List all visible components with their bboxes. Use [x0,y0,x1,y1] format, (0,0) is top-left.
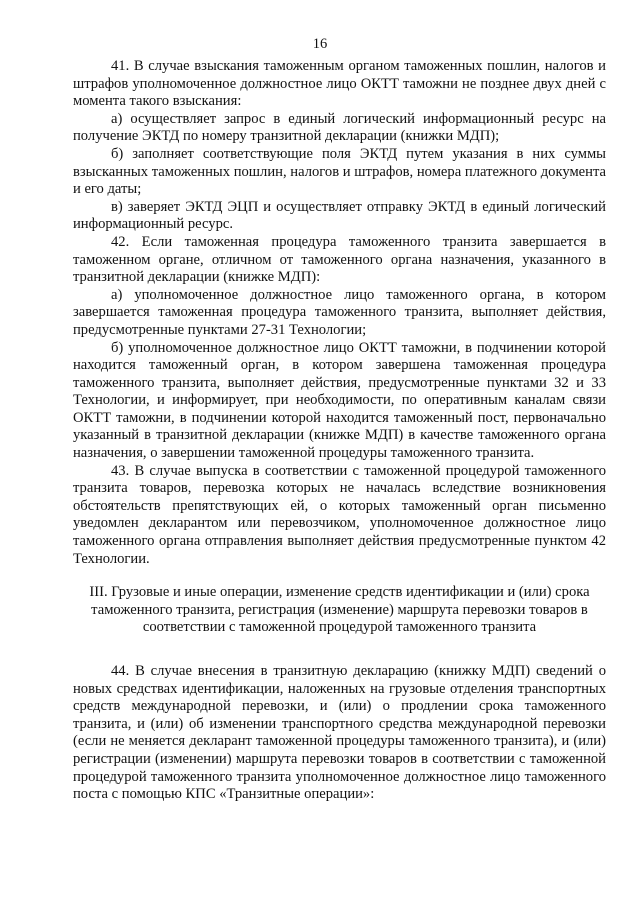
paragraph-42: 42. Если таможенная процедура таможенного транзита завершается в таможенном органе, отличном от таможенного органа назначения, указанного в транзитной декларации (книжке МДП): [73,233,606,286]
paragraph-43: 43. В случае выпуска в соответствии с таможенной процедурой таможенного транзита товаров, перевозка которых не началась вследствие возникновения обстоятельств препятствующих ей, о которых таможенный орган письменно уведомлен декларантом или перевозчиком, уполномоченное должностное лицо таможенного органа отправления выполняет действия предусмотренные пунктом 42 Технологии. [73,462,606,567]
paragraph-41-b: б) заполняет соответствующие поля ЭКТД путем указания в них суммы взысканных таможенных пошлин, налогов и штрафов, номера платежного документа и его даты; [73,145,606,198]
paragraph-41-c: в) заверяет ЭКТД ЭЦП и осуществляет отправку ЭКТД в единый логический информационный ресурс. [73,198,606,233]
section-heading: III. Грузовые и иные операции, изменение средств идентификации и (или) срока таможенного транзита, регистрация (изменение) маршрута перевозки товаров в соответствии с таможенной процедурой таможенного транзита [89,584,590,636]
paragraph-41-a: а) осуществляет запрос в единый логический информационный ресурс на получение ЭКТД по номеру транзитной декларации (книжки МДП); [73,110,606,145]
paragraph-42-b: б) уполномоченное должностное лицо ОКТТ таможни, в подчинении которой находится таможенный орган, в котором завершена таможенная процедура таможенного транзита, выполняет действия, предусмотренные пунктами 32 и 33 Технологии, и информирует, при необходимости, по оперативным каналам связи ОКТТ таможни, в подчинении которой находится таможенный пост, первоначально указанный в транзитной декларации (книжке МДП) в качестве таможенного органа назначения, о завершении таможенной процедуры таможенного транзита. [73,339,606,462]
paragraph-41: 41. В случае взыскания таможенным органом таможенных пошлин, налогов и штрафов уполномоченное должностное лицо ОКТТ таможни не позднее двух дней с момента такого взыскания: [73,58,606,110]
paragraph-44: 44. В случае внесения в транзитную декларацию (книжку МДП) сведений о новых средствах идентификации, наложенных на грузовые отделения транспортных средств международной перевозки, и (или) о продлении срока таможенного транзита, и (или) об изменении транспортного средства международной перевозки (если не меняется декларант таможенной процедуры таможенного транзита), и (или) регистрации (изменении) маршрута перевозки товаров в соответствии с таможенной процедурой таможенного транзита уполномоченное должностное лицо таможенного поста с помощью КПС «Транзитные операции»: [73,663,606,803]
paragraph-42-a: а) уполномоченное должностное лицо таможенного органа, в котором завершается таможенная процедура таможенного транзита, выполняет действия, предусмотренные пунктами 27-31 Технологии; [73,286,606,338]
page-number: 16 [312,36,328,52]
document-body [73,58,606,804]
